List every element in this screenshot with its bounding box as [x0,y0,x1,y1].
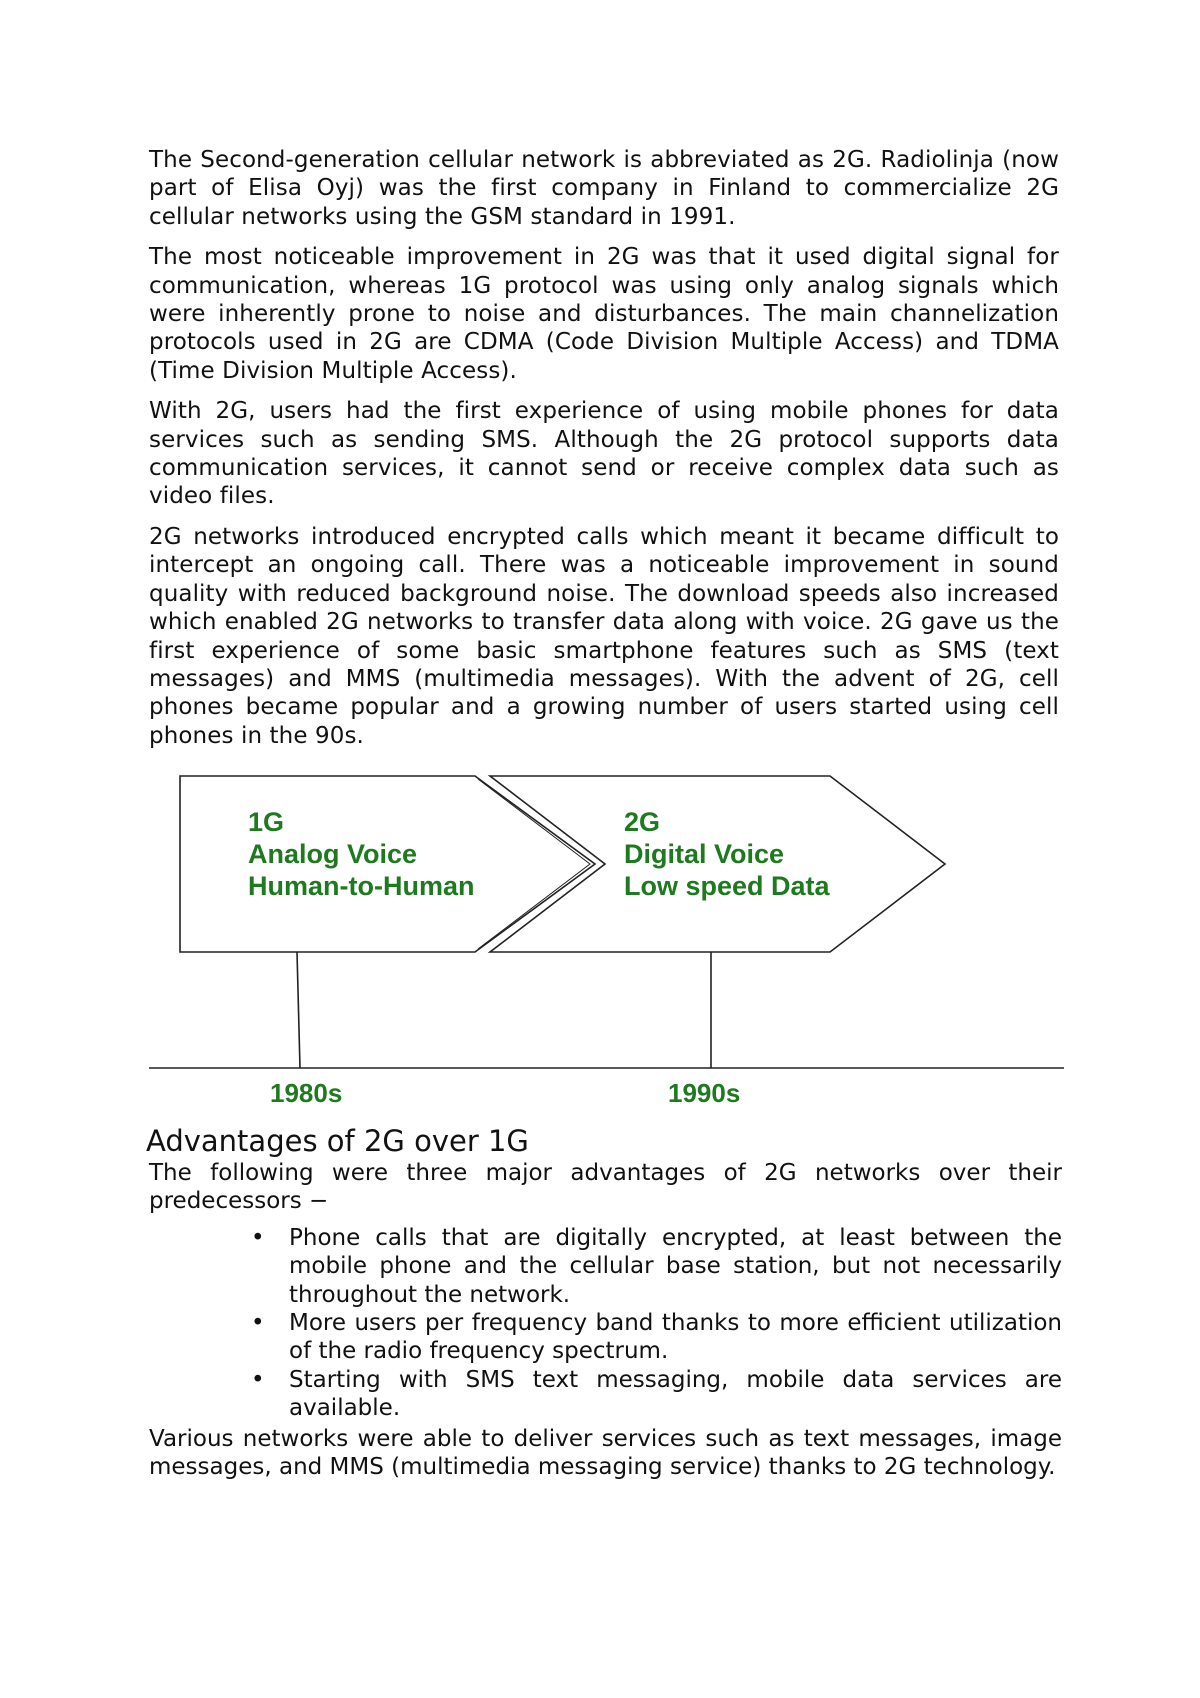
stage-1g-gen: 1G [248,807,285,837]
stage-1g-line1: Analog Voice [248,839,418,869]
stage-1g-label [248,806,474,902]
timeline-shapes [0,760,1200,1120]
stage-2g-label [624,806,830,902]
list-item: • More users per frequency band thanks to more efficient utilization of the radio frequency spectrum. [289,1309,1062,1366]
stage-2g-line2: Low speed Data [624,871,830,901]
year-1990s: 1990s [668,1078,741,1108]
body-text [149,146,1059,762]
stage-2g-gen: 2G [624,807,661,837]
year-1980s: 1980s [270,1078,343,1108]
section-heading: Advantages of 2G over 1G [146,1124,529,1158]
advantages-section [146,1123,1062,1481]
generation-timeline-diagram [0,760,1200,1120]
section-outro: Various networks were able to deliver services such as text messages, image messages, and MMS (multimedia messaging service) thanks to 2G technology. [149,1425,1062,1481]
list-item: • Phone calls that are digitally encrypted, at least between the mobile phone and the cellular base station, but not necessarily throughout the network. [289,1224,1062,1309]
paragraph-encrypted-calls: 2G networks introduced encrypted calls which meant it became difficult to intercept an ongoing call. There was a noticeable improvement in sound quality with reduced background noise. The download speeds also increased which enabled 2G networks to transfer data along with voice. 2G gave us the first experience of some basic smartphone features such as SMS (text messages) and MMS (multimedia messages). With the advent of 2G, cell phones became popular and a growing number of users started using cell phones in the 90s. [149,523,1059,749]
tick-1980s [297,952,300,1068]
paragraph-data-services: With 2G, users had the first experience of using mobile phones for data services such as sending SMS. Although the 2G protocol supports data communication services, it cannot send or receive complex data such as video files. [149,398,1059,510]
stage-2g-line1: Digital Voice [624,839,785,869]
paragraph-2g-intro: The Second-generation cellular network is abbreviated as 2G. Radiolinja (now part of Elisa Oyj) was the first company in Finland to commercialize 2G cellular networks using the GSM standard in 1991. [149,147,1059,230]
stage-1g-line2: Human-to-Human [248,871,475,901]
paragraph-digital-signal: The most noticeable improvement in 2G was that it used digital signal for communication, whereas 1G protocol was using only analog signals which were inherently prone to noise and disturbances. The main channelization protocols used in 2G are CDMA (Code Division Multiple Access) and TDMA (Time Division Multiple Access). [149,244,1059,384]
chevron-1g-edge [478,779,590,949]
advantages-list [146,1224,1062,1423]
list-item: • Starting with SMS text messaging, mobile data services are available. [289,1366,1062,1423]
section-intro: The following were three major advantages of 2G networks over their predecessors − [149,1160,1062,1215]
